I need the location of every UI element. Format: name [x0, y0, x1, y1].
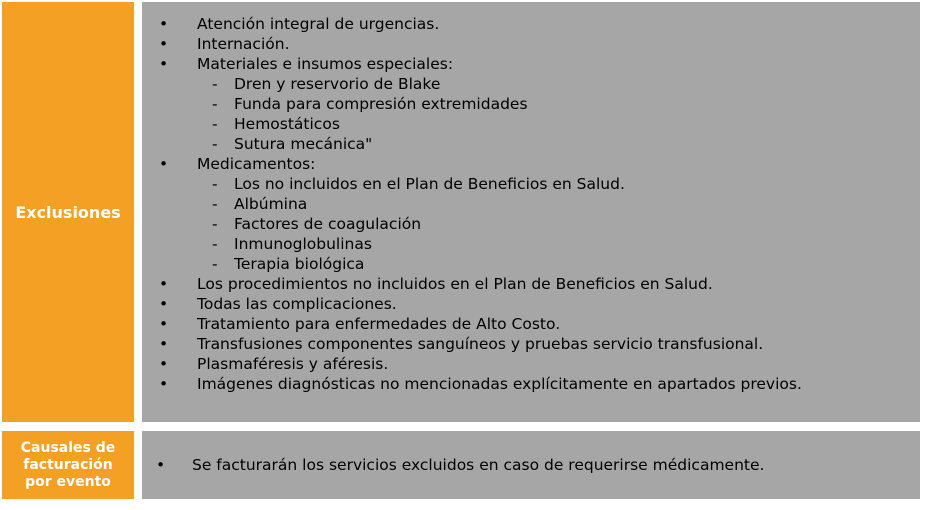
- bullet: •: [159, 295, 169, 313]
- list-item-text: Imágenes diagnósticas no mencionadas explícitamente en apartados previos.: [197, 375, 802, 393]
- bullet: •: [156, 456, 166, 474]
- list-item-text: Internación.: [197, 35, 290, 53]
- list-item-text: Transfusiones componentes sanguíneos y pruebas servicio transfusional.: [197, 335, 764, 353]
- sub-list-item-text: Dren y reservorio de Blake: [234, 75, 441, 93]
- causales-label-line: Causales de: [20, 439, 116, 456]
- bullet: •: [159, 15, 169, 33]
- dash: -: [212, 95, 218, 113]
- causales-label-line: por evento: [25, 473, 111, 490]
- sub-list-item-text: Funda para compresión extremidades: [234, 95, 528, 113]
- sub-list-item-text: Factores de coagulación: [234, 215, 422, 233]
- list-item-text: Atención integral de urgencias.: [197, 15, 440, 33]
- list-item: [142, 455, 920, 475]
- list-item-text: Tratamiento para enfermedades de Alto Costo.: [197, 315, 561, 333]
- causales-label-cell: [2, 431, 134, 499]
- dash: -: [212, 75, 218, 93]
- dash: -: [212, 115, 218, 133]
- bullet: •: [159, 155, 169, 173]
- dash: -: [212, 195, 218, 213]
- bullet: •: [159, 335, 169, 353]
- list-item-text: Los procedimientos no incluidos en el Plan de Beneficios en Salud.: [197, 275, 713, 293]
- sub-list-item-text: Albúmina: [234, 195, 308, 213]
- bullet: •: [159, 315, 169, 333]
- causales-content-cell: [142, 431, 920, 499]
- dash: -: [212, 135, 218, 153]
- list-item-text: Plasmaféresis y aféresis.: [197, 355, 389, 373]
- dash: -: [212, 235, 218, 253]
- causales-label-line: facturación: [23, 456, 113, 473]
- exclusiones-label-cell: [2, 2, 134, 422]
- list-item-text: Todas las complicaciones.: [197, 295, 397, 313]
- sub-list-item-text: Hemostáticos: [234, 115, 340, 133]
- sub-list-item-text: Sutura mecánica": [234, 135, 373, 153]
- sub-list-item-text: Terapia biológica: [234, 255, 365, 273]
- bullet: •: [159, 35, 169, 53]
- sub-list-item-text: Los no incluidos en el Plan de Beneficios en Salud.: [234, 175, 625, 193]
- exclusiones-content-cell: [142, 2, 920, 422]
- sub-list-item-text: Inmunoglobulinas: [234, 235, 372, 253]
- dash: -: [212, 175, 218, 193]
- causales-label: [21, 440, 116, 491]
- bullet: •: [159, 355, 169, 373]
- dash: -: [212, 215, 218, 233]
- bullet: •: [159, 275, 169, 293]
- list-item-text: Medicamentos:: [197, 155, 316, 173]
- dash: -: [212, 255, 218, 273]
- exclusiones-label: Exclusiones: [15, 202, 121, 222]
- bullet: •: [159, 375, 169, 393]
- list-item-text: Materiales e insumos especiales:: [197, 55, 454, 73]
- bullet: •: [159, 55, 169, 73]
- causales-text: Se facturarán los servicios excluidos en caso de requerirse médicamente.: [192, 456, 765, 474]
